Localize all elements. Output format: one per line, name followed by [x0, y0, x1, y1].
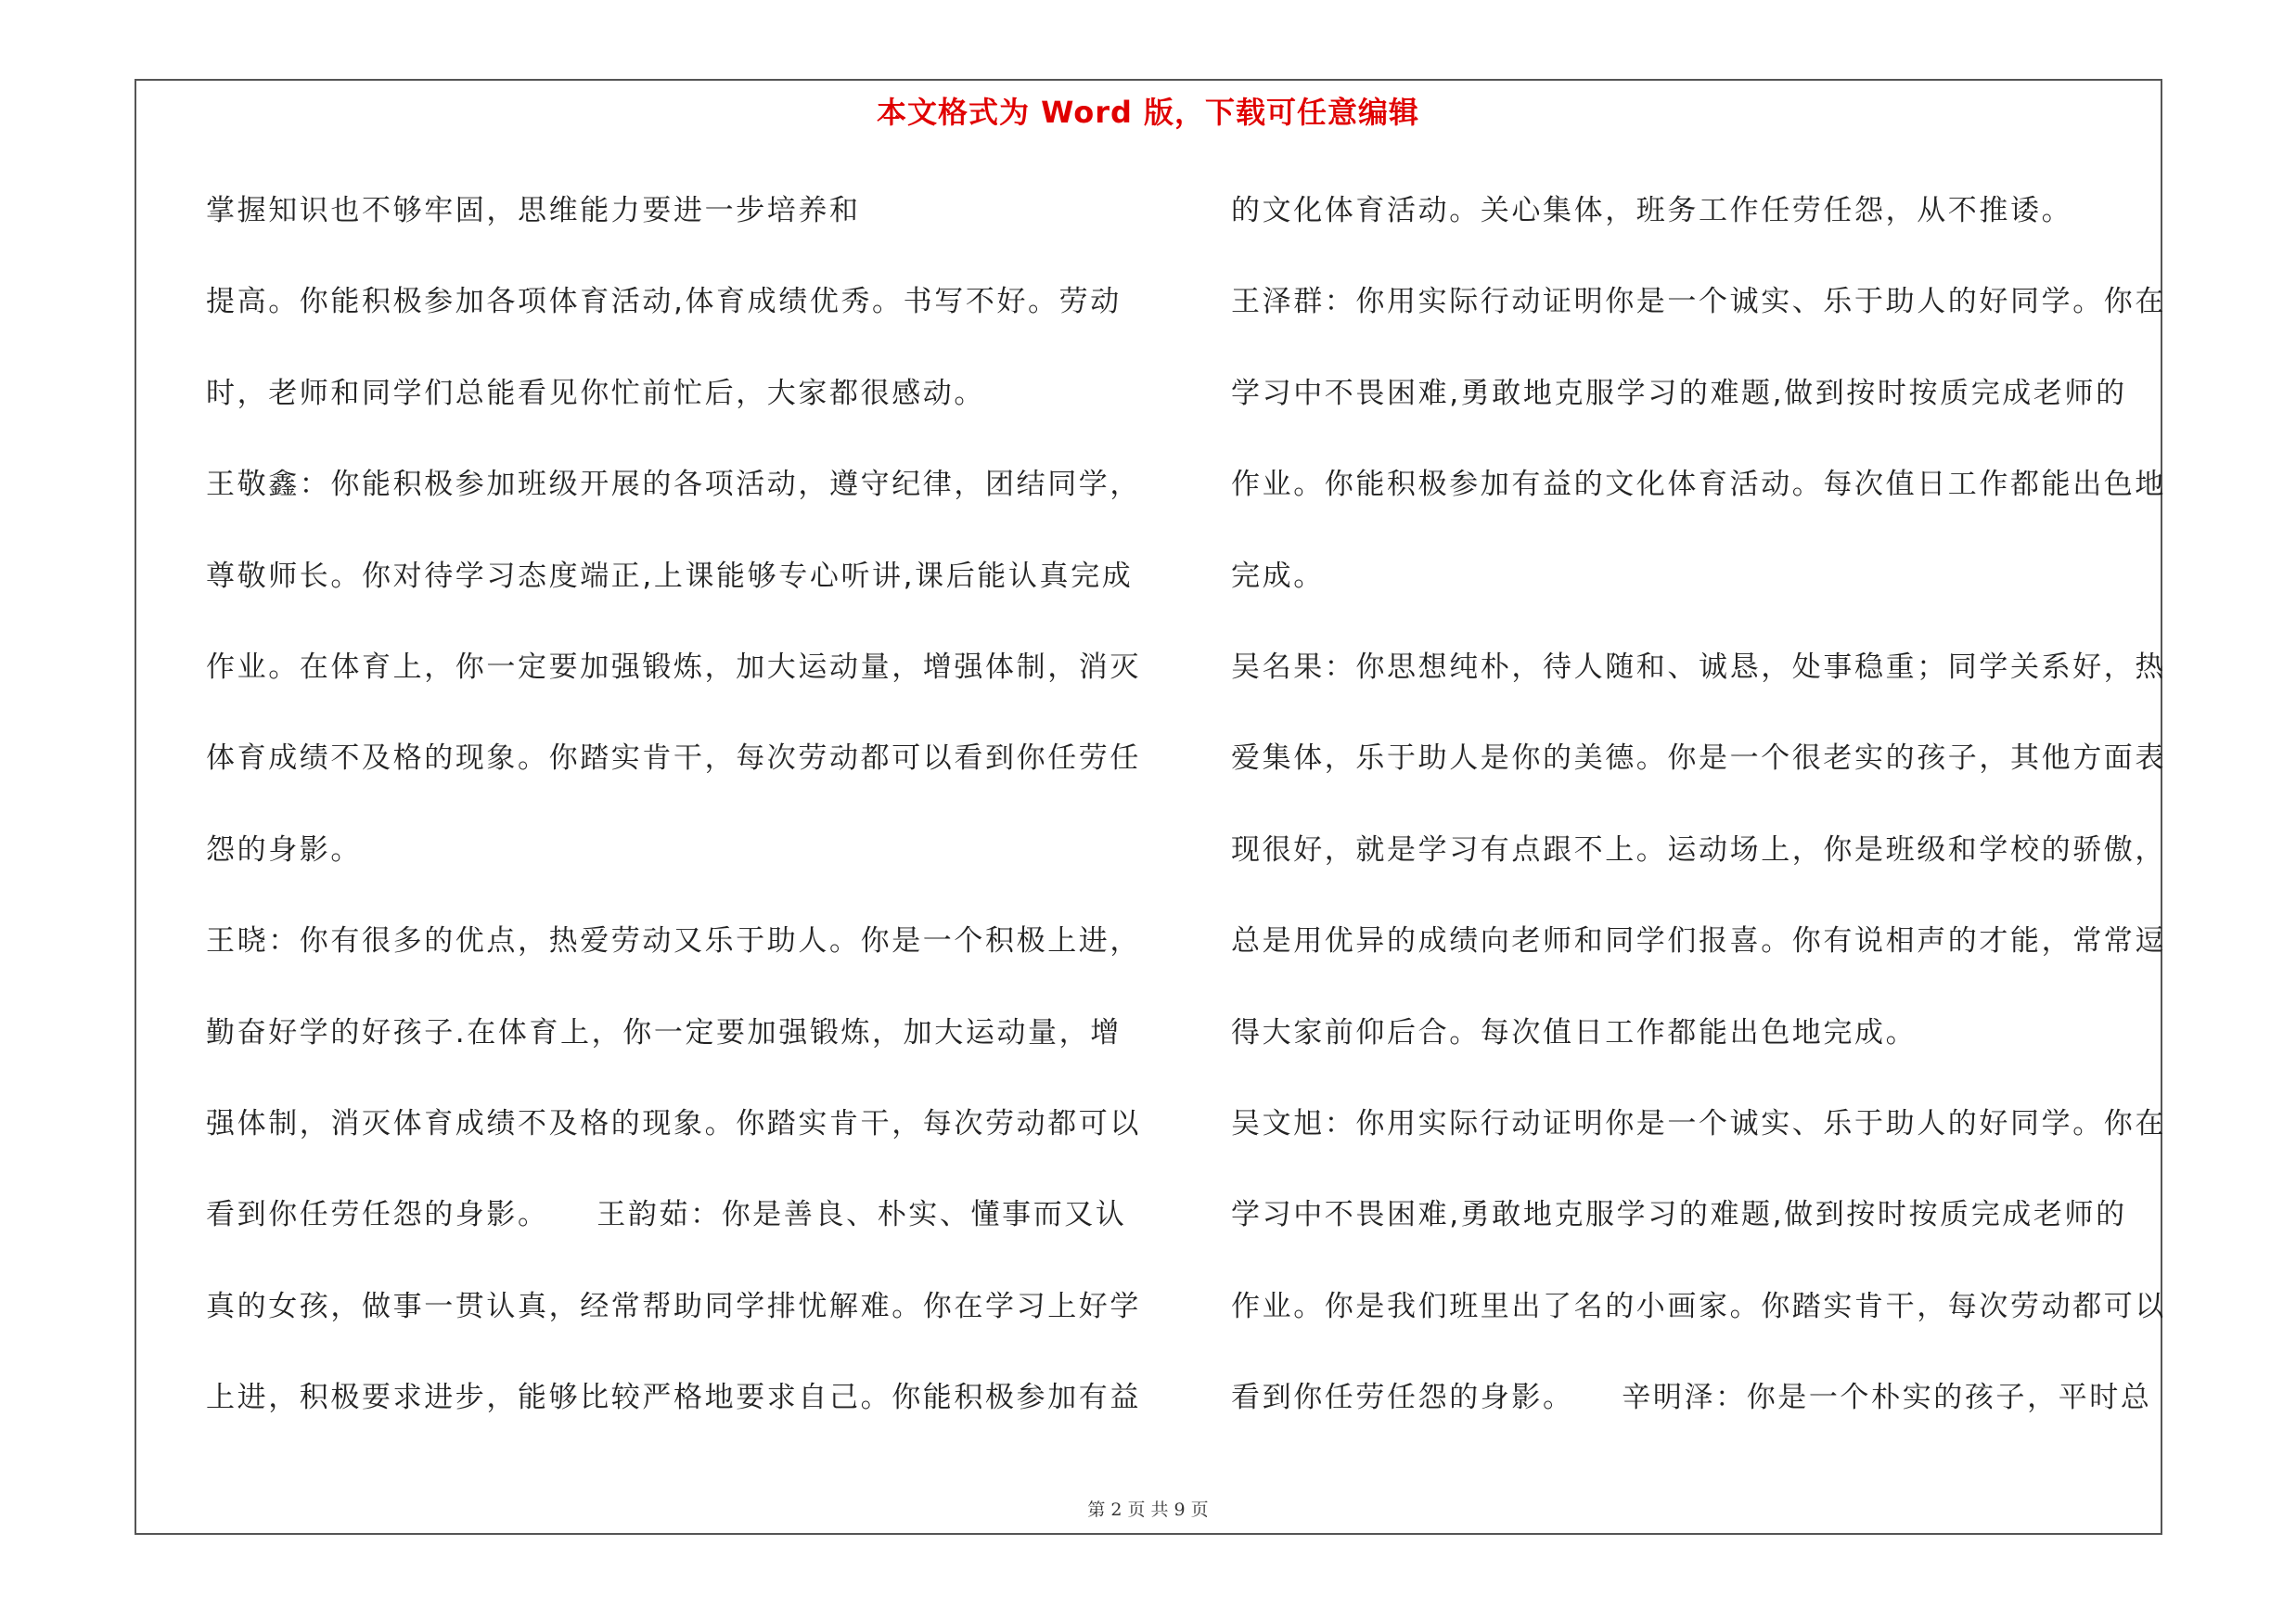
text-line: 提高。你能积极参加各项体育活动,体育成绩优秀。书写不好。劳动	[206, 285, 1122, 319]
text-line: 作业。你是我们班里出了名的小画家。你踏实肯干，每次劳动都可以	[1231, 1289, 2166, 1323]
text-line: 总是用优异的成绩向老师和同学们报喜。你有说相声的才能，常常逗	[1231, 924, 2166, 959]
text-line: 完成。	[1231, 559, 1325, 593]
text-line: 爱集体，乐于助人是你的美德。你是一个很老实的孩子，其他方面表	[1231, 741, 2166, 776]
text-line: 看到你任劳任怨的身影。 辛明泽：你是一个朴实的孩子，平时总	[1231, 1381, 2152, 1415]
text-line: 看到你任劳任怨的身影。 王韵茹：你是善良、朴实、懂事而又认	[206, 1198, 1127, 1232]
text-line: 王敬鑫：你能积极参加班级开展的各项活动，遵守纪律，团结同学，	[206, 468, 1141, 502]
text-line: 勤奋好学的好孩子.在体育上，你一定要加强锻炼，加大运动量，增	[206, 1015, 1122, 1050]
text-line: 强体制，消灭体育成绩不及格的现象。你踏实肯干，每次劳动都可以	[206, 1106, 1141, 1140]
text-line: 现很好，就是学习有点跟不上。运动场上，你是班级和学校的骄傲，	[1231, 832, 2166, 867]
left-column	[206, 183, 1141, 1461]
text-line: 吴文旭：你用实际行动证明你是一个诚实、乐于助人的好同学。你在	[1231, 1106, 2166, 1140]
text-line: 真的女孩，做事一贯认真，经常帮助同学排忧解难。你在学习上好学	[206, 1289, 1141, 1323]
text-line: 时，老师和同学们总能看见你忙前忙后，大家都很感动。	[206, 376, 985, 410]
text-line: 上进，积极要求进步，能够比较严格地要求自己。你能积极参加有益	[206, 1381, 1141, 1415]
text-line: 王泽群：你用实际行动证明你是一个诚实、乐于助人的好同学。你在	[1231, 285, 2166, 319]
text-line: 王晓：你有很多的优点，热爱劳动又乐于助人。你是一个积极上进，	[206, 924, 1141, 959]
text-line: 作业。在体育上，你一定要加强锻炼，加大运动量，增强体制，消灭	[206, 650, 1141, 684]
text-line: 尊敬师长。你对待学习态度端正,上课能够专心听讲,课后能认真完成	[206, 559, 1134, 593]
text-line: 体育成绩不及格的现象。你踏实肯干，每次劳动都可以看到你任劳任	[206, 741, 1141, 776]
text-line: 吴名果：你思想纯朴，待人随和、诚恳，处事稳重；同学关系好，热	[1231, 650, 2166, 684]
text-line: 学习中不畏困难,勇敢地克服学习的难题,做到按时按质完成老师的	[1231, 376, 2127, 410]
text-line: 得大家前仰后合。每次值日工作都能出色地完成。	[1231, 1015, 1918, 1050]
page-number: 第 2 页 共 9 页	[1087, 1500, 1209, 1520]
text-line: 怨的身影。	[206, 832, 362, 867]
text-line: 的文化体育活动。关心集体，班务工作任劳任怨，从不推诿。	[1231, 194, 2073, 227]
document-header: 本文格式为 Word 版，下载可任意编辑	[876, 95, 1420, 130]
text-line: 掌握知识也不够牢固，思维能力要进一步培养和	[206, 194, 861, 227]
text-line: 学习中不畏困难,勇敢地克服学习的难题,做到按时按质完成老师的	[1231, 1198, 2127, 1232]
right-column	[1231, 183, 2166, 1461]
text-line: 作业。你能积极参加有益的文化体育活动。每次值日工作都能出色地	[1231, 468, 2166, 502]
